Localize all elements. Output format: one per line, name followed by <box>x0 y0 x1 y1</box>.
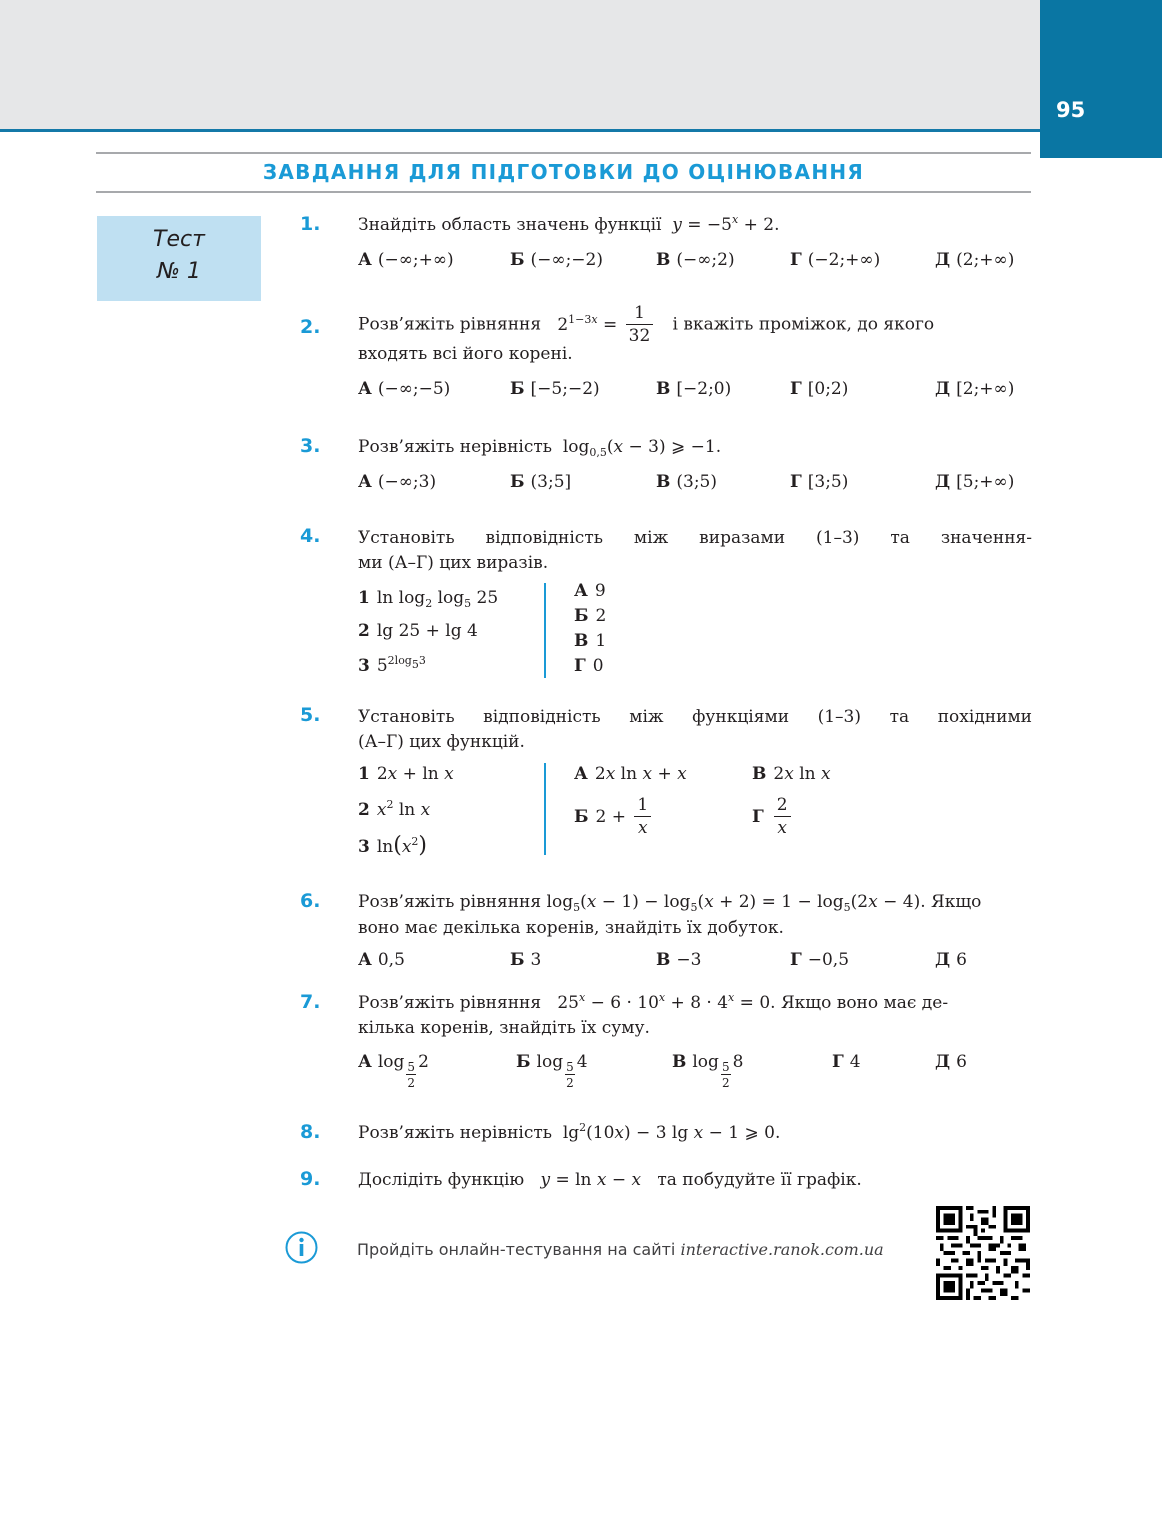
formula: y = ln x − x <box>540 1170 642 1190</box>
answer-value: (−∞;+∞) <box>377 250 454 270</box>
answer-value: 6 <box>956 950 967 970</box>
question-text: Знайдіть область значень функції $y = -5^x + 2$. <box>358 213 780 235</box>
answer-value: (−∞;−5) <box>377 379 451 399</box>
answer-letter: Г <box>790 250 802 270</box>
match-value: 0 <box>592 656 604 676</box>
online-test-note <box>357 1240 884 1259</box>
online-test-link[interactable]: interactive.ranok.com.ua <box>680 1240 884 1259</box>
match-value: 9 <box>594 581 606 601</box>
header-band <box>0 0 1040 132</box>
answer-value: (−∞;−2) <box>530 250 603 270</box>
test-label-title: Тест <box>153 227 205 252</box>
formula: $\log_5(x - 1) - \log_5(x + 2) = 1 - \log_5(2x - 4)$ <box>546 892 921 914</box>
answer-option[interactable] <box>790 472 848 492</box>
title-rule-top <box>96 152 1031 154</box>
match-letter: В <box>574 631 589 651</box>
match-number: 2 <box>358 800 370 820</box>
answer-option[interactable] <box>656 379 731 399</box>
match-letter: А <box>574 581 588 601</box>
answer-letter: А <box>358 250 372 270</box>
question-text-continued: входять всі його корені. <box>358 344 573 364</box>
answer-value: [0;2) <box>807 379 849 399</box>
question-text-part: . Якщо воно має де- <box>770 993 949 1013</box>
answer-option[interactable] <box>510 250 603 270</box>
question-text <box>358 303 1032 346</box>
match-divider <box>544 583 546 678</box>
match-right-item <box>574 631 606 651</box>
answer-value: [−2;0) <box>676 379 732 399</box>
match-left-item: 3 $5^{2log_53}$ <box>358 654 426 676</box>
answer-value: 8 <box>732 1052 744 1072</box>
answer-letter: А <box>358 472 372 492</box>
answer-option[interactable]: Б log $\frac{5}{2}$ 4 <box>516 1052 588 1090</box>
match-right-item <box>574 581 606 601</box>
question-text-part: Розв’яжіть нерівність <box>358 1123 553 1143</box>
question-text-part: і вкажіть проміжок, до якого <box>672 314 935 335</box>
answer-value: [3;5) <box>807 472 849 492</box>
match-left-item: 2 lg 25 + lg 4 <box>358 621 478 641</box>
section-title: ЗАВДАННЯ ДЛЯ ПІДГОТОВКИ ДО ОЦІНЮВАННЯ <box>262 160 865 184</box>
question-number: 8. <box>300 1121 321 1143</box>
answer-letter: Б <box>510 950 525 970</box>
match-right-item: Г $\frac{2}{x}$ <box>752 797 794 837</box>
match-value: 2 <box>595 606 607 626</box>
answer-option[interactable] <box>656 472 717 492</box>
page-number-tab <box>1040 0 1162 158</box>
match-number: 1 <box>358 764 370 784</box>
match-number: 3 <box>358 837 370 857</box>
test-label-number: № 1 <box>157 259 201 284</box>
answer-value: 6 <box>956 1052 967 1072</box>
question-number: 9. <box>300 1168 321 1190</box>
answer-option[interactable] <box>790 950 849 970</box>
answer-letter: В <box>656 472 671 492</box>
answer-letter: В <box>656 250 671 270</box>
formula: $y = -5^x + 2$ <box>672 213 775 235</box>
answer-option[interactable] <box>358 379 450 399</box>
match-letter: Б <box>574 806 589 827</box>
question-text-part: Знайдіть область значень функції <box>358 215 662 235</box>
answer-value: 2 <box>418 1052 429 1072</box>
qr-code[interactable] <box>936 1206 1030 1300</box>
answer-option[interactable] <box>935 1052 967 1072</box>
match-letter: А <box>574 764 588 784</box>
question-text <box>358 991 1032 1016</box>
question-text: Установіть відповідність між виразами (1–3) та значення- <box>358 528 1032 548</box>
question-text-part: Розв’яжіть нерівність <box>358 437 553 457</box>
answer-letter: Д <box>935 950 951 970</box>
answer-option[interactable] <box>510 472 571 492</box>
question-number: 6. <box>300 890 321 912</box>
match-letter: Б <box>574 606 589 626</box>
question-text-part: Розв’яжіть рівняння <box>358 314 542 335</box>
formula: $\log_{0,5}(x - 3)$ ⩾ −1 <box>562 437 716 459</box>
answer-option[interactable] <box>358 950 405 970</box>
question-text: Установіть відповідність між функціями (1–3) та похідними <box>358 707 1032 727</box>
question-number: 5. <box>300 704 321 726</box>
answer-letter: Б <box>510 250 525 270</box>
match-number: 1 <box>358 588 370 608</box>
answer-letter: А <box>358 950 372 970</box>
answer-value: 0,5 <box>377 950 405 970</box>
answer-option[interactable] <box>935 472 1014 492</box>
answer-letter: Г <box>790 379 802 399</box>
page-number: 95 <box>1056 98 1086 122</box>
answer-option[interactable]: А log $\frac{5}{2}$ 2 <box>358 1052 429 1090</box>
answer-value: [−5;−2) <box>530 379 600 399</box>
match-letter: Г <box>574 656 586 676</box>
question-text <box>358 890 1032 915</box>
answer-option[interactable] <box>935 950 967 970</box>
question-text-part: . Якщо <box>920 892 982 912</box>
match-value: 1 <box>595 631 607 651</box>
match-letter: В <box>752 764 767 784</box>
test-label-box <box>97 216 261 301</box>
answer-letter: Г <box>790 950 802 970</box>
question-number: 3. <box>300 435 321 457</box>
answer-letter: Б <box>510 379 525 399</box>
question-text: Розв’яжіть нерівність $\log_{0,5}(x - 3)$ ⩾ −1. <box>358 437 722 459</box>
match-left-item: 1 $\ln \log_2 \log_5 25$ <box>358 588 499 610</box>
question-text-continued: (А–Г) цих функцій. <box>358 732 525 752</box>
question-number: 4. <box>300 525 321 547</box>
question-text-continued: воно має декілька коренів, знайдіть їх добуток. <box>358 918 784 938</box>
match-number: 3 <box>358 656 370 676</box>
answer-letter: Б <box>510 472 525 492</box>
match-right-item <box>574 656 604 676</box>
match-letter: Г <box>752 806 764 827</box>
answer-option[interactable] <box>935 250 1014 270</box>
answer-value: (2;+∞) <box>956 250 1015 270</box>
answer-option[interactable] <box>510 379 600 399</box>
info-icon <box>285 1231 318 1264</box>
answer-letter: Г <box>790 472 802 492</box>
match-left-item: 2 $x^2$ ln x <box>358 798 431 820</box>
match-divider <box>544 763 546 855</box>
answer-letter: А <box>358 1052 372 1072</box>
question-text: Розв’яжіть нерівність $\lg^2(10x) - 3$ lg x − 1 ⩾ 0. <box>358 1121 781 1143</box>
answer-letter: Д <box>935 1052 951 1072</box>
answer-value: (3;5) <box>676 472 717 492</box>
question-text-part: Розв’яжіть рівняння <box>358 993 542 1013</box>
question-text-continued: ми (А–Г) цих виразів. <box>358 553 549 573</box>
answer-option[interactable] <box>510 950 541 970</box>
answer-option[interactable] <box>358 250 454 270</box>
answer-value: 4 <box>576 1052 588 1072</box>
answer-value: (−∞;2) <box>676 250 735 270</box>
answer-value: 3 <box>530 950 542 970</box>
match-right-item: А 2x ln x + x <box>574 764 687 784</box>
formula: $2^{1-3x}$ = $\frac{1}{32}$ <box>557 315 656 335</box>
answer-letter: Д <box>935 250 951 270</box>
answer-value: 4 <box>849 1052 861 1072</box>
question-number: 2. <box>300 316 321 338</box>
answer-option[interactable] <box>832 1052 861 1072</box>
match-right-item: Б 2 + $\frac{1}{x}$ <box>574 797 654 837</box>
online-test-text: Пройдіть онлайн-тестування на сайті <box>357 1240 676 1259</box>
formula: $\lg^2(10x) - 3$ lg x − 1 ⩾ 0 <box>562 1121 775 1143</box>
question-text-part: Розв’яжіть рівняння <box>358 892 542 912</box>
match-left-item: 3 $\ln(x^2)$ <box>358 833 428 858</box>
answer-value: −0,5 <box>807 950 850 970</box>
answer-option[interactable] <box>358 472 436 492</box>
question-text-part: та побудуйте її графік. <box>657 1170 862 1190</box>
answer-letter: А <box>358 379 372 399</box>
answer-letter: В <box>656 379 671 399</box>
answer-value: (−∞;3) <box>377 472 437 492</box>
answer-letter: Б <box>516 1052 531 1072</box>
question-text <box>358 1168 1032 1193</box>
answer-option[interactable] <box>790 379 848 399</box>
match-right-item <box>574 606 606 626</box>
answer-value: [5;+∞) <box>956 472 1015 492</box>
answer-option[interactable] <box>790 250 880 270</box>
answer-letter: Г <box>832 1052 844 1072</box>
answer-option[interactable] <box>656 250 735 270</box>
answer-option[interactable] <box>935 379 1014 399</box>
answer-letter: В <box>672 1052 687 1072</box>
answer-option[interactable] <box>656 950 701 970</box>
question-text-continued: кілька коренів, знайдіть їх суму. <box>358 1018 650 1038</box>
title-rule-bottom <box>96 191 1031 193</box>
answer-letter: Д <box>935 379 951 399</box>
answer-value: (−2;+∞) <box>807 250 881 270</box>
answer-value: (3;5] <box>530 472 572 492</box>
question-text-part: Дослідіть функцію <box>358 1170 525 1190</box>
question-number: 7. <box>300 991 321 1013</box>
match-right-item: В 2x ln x <box>752 764 831 784</box>
answer-value: −3 <box>676 950 702 970</box>
match-left-item: 1 2x + ln x <box>358 764 454 784</box>
answer-letter: Д <box>935 472 951 492</box>
answer-value: [2;+∞) <box>956 379 1015 399</box>
formula: $25^x - 6 \cdot 10^x + 8 \cdot 4^x = 0$ <box>557 991 771 1013</box>
answer-letter: В <box>656 950 671 970</box>
answer-option[interactable]: В log $\frac{5}{2}$ 8 <box>672 1052 744 1090</box>
question-number: 1. <box>300 213 321 235</box>
match-number: 2 <box>358 621 370 641</box>
